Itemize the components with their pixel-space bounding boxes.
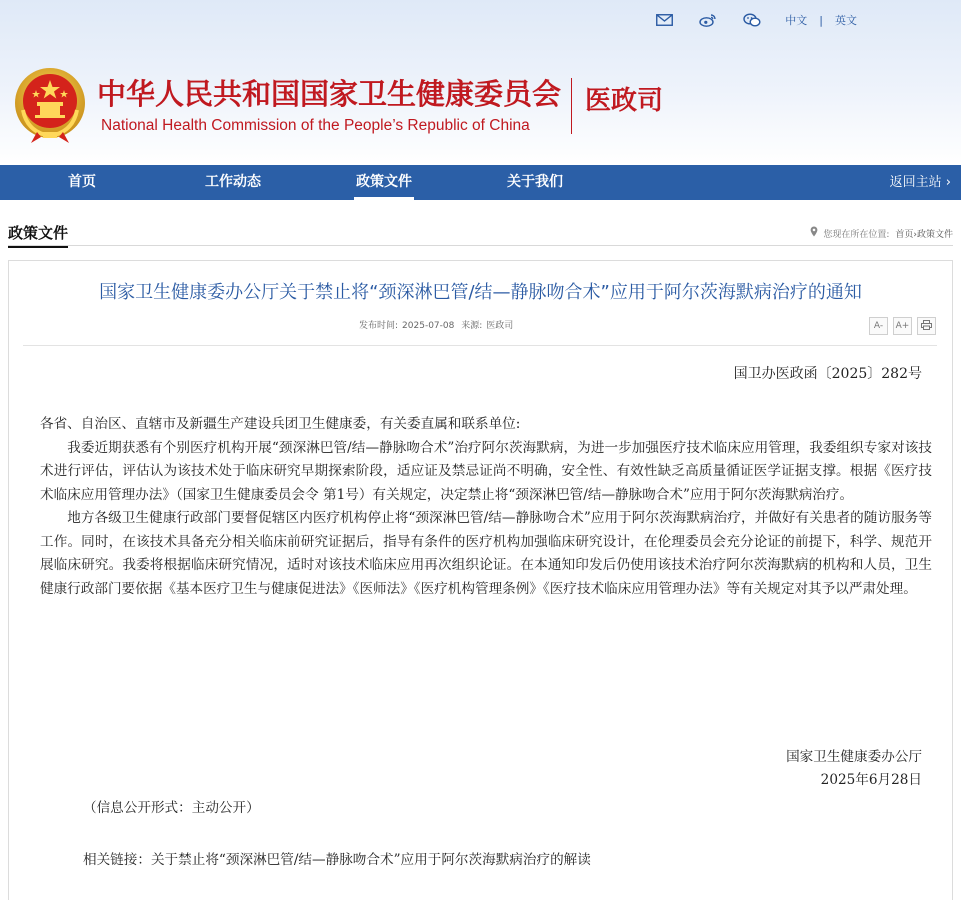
salutation: 各省、自治区、直辖市及新疆生产建设兵团卫生健康委，有关委直属和联系单位: [40,416,521,432]
print-button[interactable] [917,317,936,335]
national-emblem-logo[interactable] [13,66,87,144]
article-title: 国家卫生健康委办公厅关于禁止将“颈深淋巴管/结—静脉吻合术”应用于阿尔茨海默病治疗的通知 [99,282,862,303]
signature-org: 国家卫生健康委办公厅 [786,749,922,765]
back-to-main-site-link[interactable]: 返回主站 › [889,175,951,190]
font-decrease-button[interactable]: A- [869,317,888,335]
org-name-chinese: 中华人民共和国国家卫生健康委员会 [97,77,562,111]
signature-date: 2025年6月28日 [820,772,922,788]
related-link[interactable]: 关于禁止将“颈深淋巴管/结—静脉吻合术”应用于阿尔茨海默病治疗的解读 [150,852,591,868]
main-nav [0,165,961,200]
publish-time: 2025-07-08 [402,321,455,331]
nav-item-about-us[interactable]: 关于我们 [507,174,563,190]
signature-block [786,746,922,792]
source-value: 医政司 [486,321,514,331]
location-pin-icon [810,226,818,240]
disclosure-note: （信息公开形式：主动公开） [83,800,260,816]
body-paragraph: 地方各级卫生健康行政部门要督促辖区内医疗机构停止将“颈深淋巴管/结—静脉吻合术”应用于阿尔茨海默病治疗，并做好有关患者的随访服务等工作。同时，在该技术具备充分相关临床前研究证据后，指导有条件的医疗机构加强临床研究设计，在伦理委员会充分论证的前提下，科学、规范开展临床研究。我委将根据临床研究情况，适时对该技术临床应用再次组织论证。在本通知印发后仍使用该技术治疗阿尔茨海默病的机构和人员，卫生健康行政部门要依据《基本医疗卫生与健康促进法》《医师法》《医疗机构管理条例》《医疗技术临床应用管理办法》等有关规定对其予以严肃处理。 [40,510,932,597]
meta-divider [23,345,937,346]
nav-item-policy-documents[interactable]: 政策文件 [356,165,412,200]
print-icon [921,320,932,333]
source-label: 来源: [461,321,483,331]
section-title: 政策文件 [8,222,68,248]
article-tools [864,317,936,335]
top-links [653,10,961,30]
article-panel [8,260,953,900]
site-header [0,0,961,165]
lang-separator: | [819,13,823,27]
org-name-english: National Health Commission of the People’s Republic of China [101,117,530,134]
related-links-label: 相关链接： [83,852,151,868]
breadcrumb [810,226,953,240]
header-divider [571,78,572,134]
department-name: 医政司 [585,86,664,116]
article-body [40,413,932,601]
publish-time-label: 发布时间: [359,321,399,331]
related-links [83,848,591,868]
mail-icon[interactable] [653,11,675,29]
font-increase-button[interactable]: A+ [893,317,912,335]
wechat-icon[interactable] [741,11,763,29]
lang-english-link[interactable]: 英文 [835,14,857,27]
breadcrumb-path[interactable]: 首页›政策文件 [895,229,953,240]
weibo-icon[interactable] [697,11,719,29]
article-meta [359,318,517,331]
section-divider [8,245,953,246]
document-number: 国卫办医政函〔2025〕282号 [733,366,922,382]
nav-item-home[interactable]: 首页 [68,174,96,190]
body-paragraph: 我委近期获悉有个别医疗机构开展“颈深淋巴管/结—静脉吻合术”治疗阿尔茨海默病，为进一步加强医疗技术临床应用管理，我委组织专家对该技术进行评估，评估认为该技术处于临床研究早期探索阶段，适应证及禁忌证尚不明确，安全性、有效性缺乏高质量循证医学证据支撑。根据《医疗技术临床应用管理办法》（国家卫生健康委员会令 第1号）有关规定，决定禁止将“颈深淋巴管/结—静脉吻合术”应用于阿尔茨海默病治疗。 [40,439,932,503]
breadcrumb-label: 您现在所在位置: [823,229,890,240]
lang-chinese-link[interactable]: 中文 [785,14,808,27]
nav-item-work-news[interactable]: 工作动态 [205,174,261,190]
